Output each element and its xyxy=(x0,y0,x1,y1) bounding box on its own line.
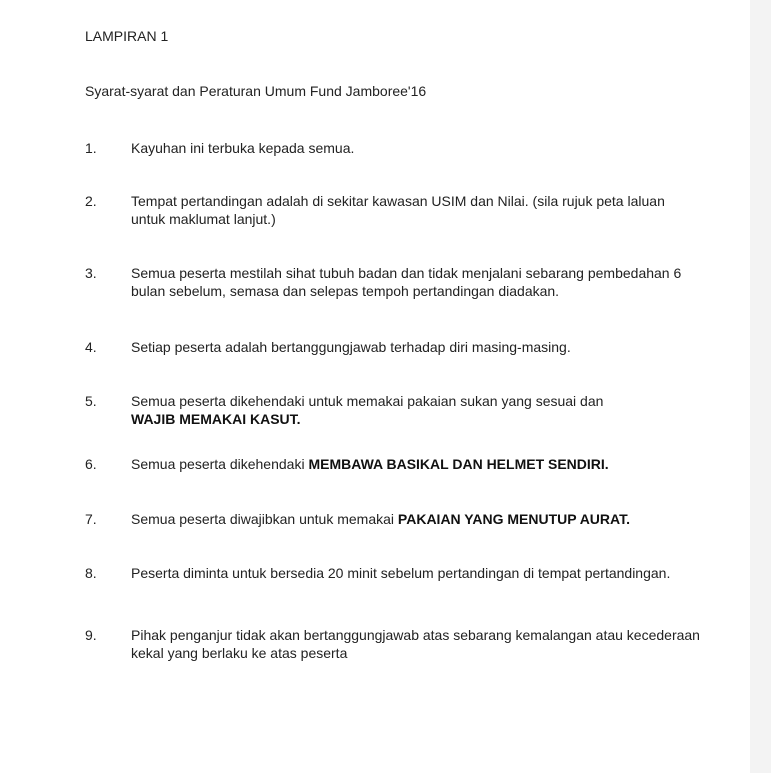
rule-item-1 xyxy=(85,139,705,157)
rule-text: Setiap peserta adalah bertanggungjawab terhadap diri masing-masing. xyxy=(131,339,571,355)
rule-number: 5. xyxy=(85,393,97,409)
page-side-margin xyxy=(750,0,771,773)
rule-emphasis: WAJIB MEMAKAI KASUT. xyxy=(131,411,301,427)
rule-emphasis: MEMBAWA BASIKAL DAN HELMET SENDIRI. xyxy=(308,456,609,472)
rule-emphasis: PAKAIAN YANG MENUTUP AURAT. xyxy=(397,511,630,527)
rule-text: Semua peserta dikehendaki untuk memakai pakaian sukan yang sesuai dan xyxy=(131,393,604,409)
rule-text: Semua peserta dikehendaki xyxy=(131,456,309,472)
document-title: Syarat-syarat dan Peraturan Umum Fund Jamboree'16 xyxy=(85,83,427,99)
rule-text: Kayuhan ini terbuka kepada semua. xyxy=(131,140,355,156)
appendix-label: LAMPIRAN 1 xyxy=(85,28,169,44)
rule-number: 2. xyxy=(85,193,97,209)
rule-item-5 xyxy=(85,392,705,428)
rule-number: 9. xyxy=(85,627,97,643)
rule-number: 3. xyxy=(85,265,97,281)
rule-text: Tempat pertandingan adalah di sekitar kawasan USIM dan Nilai. (sila rujuk peta laluan untuk maklumat lanjut.) xyxy=(131,193,665,227)
rule-text: Semua peserta diwajibkan untuk memakai xyxy=(131,511,398,527)
rule-text: Semua peserta mestilah sihat tubuh badan dan tidak menjalani sebarang pembedahan 6 bulan sebelum, semasa dan selepas tempoh pertandingan diadakan. xyxy=(131,265,682,299)
rule-number: 8. xyxy=(85,565,97,581)
rule-number: 1. xyxy=(85,140,97,156)
rule-item-9 xyxy=(85,626,705,662)
rule-item-8 xyxy=(85,564,705,582)
rule-item-3 xyxy=(85,264,705,300)
rule-number: 4. xyxy=(85,339,97,355)
rule-item-2 xyxy=(85,192,705,228)
rule-item-7 xyxy=(85,510,705,528)
rule-item-4 xyxy=(85,338,705,356)
rule-item-6 xyxy=(85,455,705,473)
rule-text: Pihak penganjur tidak akan bertanggungjawab atas sebarang kemalangan atau kecederaan kekal yang berlaku ke atas peserta xyxy=(131,627,700,661)
rule-number: 6. xyxy=(85,456,97,472)
rule-text: Peserta diminta untuk bersedia 20 minit sebelum pertandingan di tempat pertandingan. xyxy=(131,565,671,581)
rule-number: 7. xyxy=(85,511,97,527)
